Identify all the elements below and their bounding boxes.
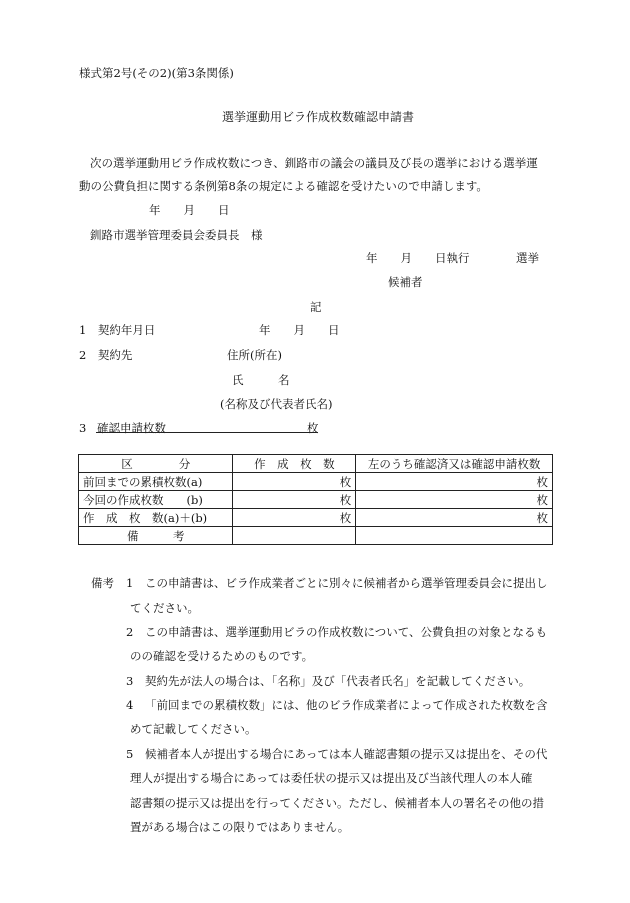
contractor-address-label: 住所(所在) [227,348,282,362]
table-row [79,473,553,491]
item3-number: 3 [79,421,87,435]
contractor-label: 2 契約先 [79,348,133,362]
note-number: 3 [126,674,134,688]
note-text: 契約先が法人の場合は、「名称」及び「代表者氏名」を記載してください。 [145,674,531,688]
election-label: 選挙 [516,251,539,265]
table-row [79,491,553,509]
note-number: 1 [126,576,134,590]
contract-date-value: 年 月 日 [259,323,340,337]
note-text: 「前回までの累積枚数」には、他のビラ作成業者によって作成された枚数を含 [145,698,548,712]
row-confirmed-count[interactable]: 枚 [356,509,553,527]
row-label-remarks: 備 考 [79,527,233,545]
header-category: 区 分 [79,455,233,473]
addressee: 釧路市選挙管理委員会委員長 様 [90,228,263,242]
contractor-name-note: (名称及び代表者氏名) [220,397,333,411]
note-text: 理人が提出する場合にあっては委任状の提示又は提出及び当該代理人の本人確 [130,771,533,785]
row-label: 今回の作成枚数 (b) [79,491,233,509]
note-text: 認書類の提示又は提出を行ってください。ただし、候補者本人の署名その他の措 [130,796,544,810]
requested-count-underline [96,432,318,433]
note-text: めて記載してください。 [130,722,257,736]
row-remarks-cell[interactable] [233,527,356,545]
requested-count-unit: 枚 [307,421,319,435]
row-confirmed-count[interactable]: 枚 [356,473,553,491]
row-confirmed-count[interactable]: 枚 [356,491,553,509]
count-table [78,454,553,545]
body-text-line-2: 動の公費負担に関する条例第8条の規定による確認を受けたいので申請します。 [79,179,488,193]
note-text: 候補者本人が提出する場合にあっては本人確認書類の提示又は提出を、その代 [145,747,548,761]
note-number: 5 [126,747,134,761]
note-text: この申請書は、ビラ作成業者ごとに別々に候補者から選挙管理委員会に提出し [145,576,548,590]
row-label: 作 成 枚 数(a)＋(b) [79,509,233,527]
table-row [79,509,553,527]
note-text: この申請書は、選挙運動用ビラの作成枚数について、公費負担の対象となるも [145,625,548,639]
row-remarks-cell[interactable] [356,527,553,545]
table-row [79,527,553,545]
ki-label: 記 [310,300,322,314]
contractor-name-label: 氏 名 [232,373,290,387]
note-text: てください。 [130,601,199,615]
page-title: 選挙運動用ビラ作成枚数確認申請書 [222,110,415,124]
row-created-count[interactable]: 枚 [233,473,356,491]
contract-date-label: 1 契約年月日 [79,323,156,337]
notes-heading: 備考 [91,576,114,590]
candidate-label: 候補者 [388,275,423,289]
requested-count-label: 確認申請枚数 [97,421,166,435]
header-created-count: 作 成 枚 数 [233,455,356,473]
table-header-row [79,455,553,473]
form-number: 様式第2号(その2)(第3条関係) [79,66,234,80]
row-created-count[interactable]: 枚 [233,509,356,527]
row-label: 前回までの累積枚数(a) [79,473,233,491]
note-text: のの確認を受けるためのものです。 [130,649,314,663]
header-confirmed-count: 左のうち確認済又は確認申請枚数 [356,455,553,473]
row-created-count[interactable]: 枚 [233,491,356,509]
note-number: 2 [126,625,134,639]
election-date: 年 月 日執行 [366,251,470,265]
note-text: 置がある場合はこの限りではありません。 [130,820,350,834]
application-date: 年 月 日 [149,203,230,217]
note-number: 4 [126,698,134,712]
body-text-line-1: 次の選挙運動用ビラ作成枚数につき、釧路市の議会の議員及び長の選挙における選挙運 [90,156,538,170]
